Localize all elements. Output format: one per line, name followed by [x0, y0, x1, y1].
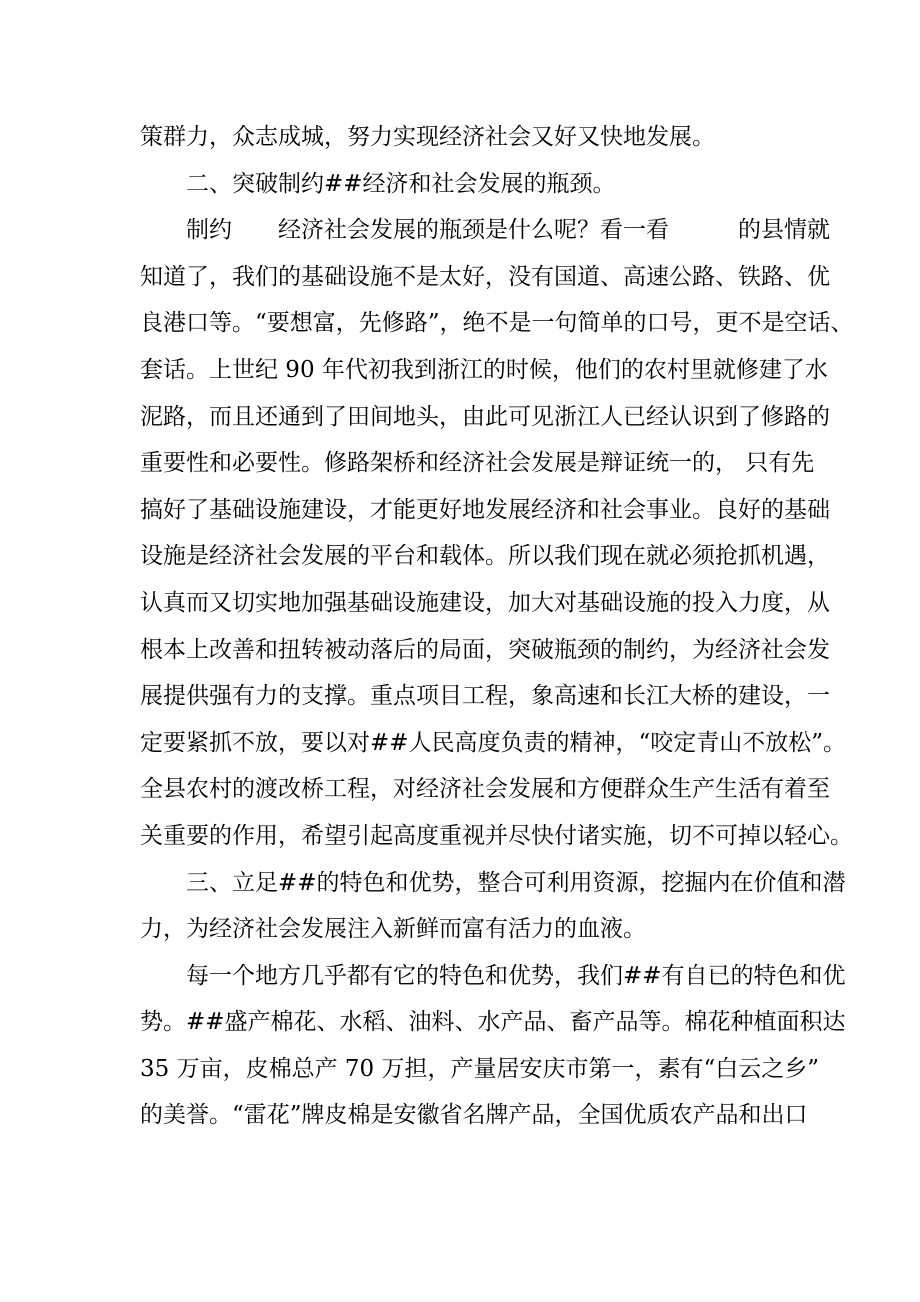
text-line: 势。##盛产棉花、水稻、油料、水产品、畜产品等。棉花种植面积达	[140, 1009, 846, 1036]
text-line: 定要紧抓不放，要以对##人民高度负责的精神，“咬定青山不放松”。	[140, 729, 847, 756]
text-line: 三、立足##的特色和优势，整合可利用资源，挖掘内在价值和潜	[186, 869, 846, 896]
text-line: 力，为经济社会发展注入新鲜而富有活力的血液。	[140, 916, 646, 943]
document-body	[140, 114, 854, 1139]
text-line: 二、突破制约##经济和社会发展的瓶颈。	[186, 170, 616, 197]
text-line: 根本上改善和扭转被动落后的局面，突破瓶颈的制约，为经济社会发	[140, 636, 830, 663]
text-line: 泥路，而且还通到了田间地头，由此可见浙江人已经认识到了修路的	[140, 403, 830, 430]
text-line: 策群力，众志成城，努力实现经济社会又好又快地发展。	[140, 124, 715, 150]
text-line: 的美誉。“雷花”牌皮棉是安徽省名牌产品，全国优质农产品和出口	[140, 1102, 808, 1129]
text-line: 关重要的作用，希望引起高度重视并尽快付诸实施，切不可掉以轻心。	[140, 822, 853, 849]
text-line: 设施是经济社会发展的平台和载体。所以我们现在就必须抢抓机遇，	[140, 543, 830, 570]
text-line: 重要性和必要性。修路架桥和经济社会发展是辩证统一的， 只有先	[140, 450, 815, 477]
text-line: 全县农村的渡改桥工程，对经济社会发展和方便群众生产生活有着至	[140, 776, 830, 803]
text-line: 搞好了基础设施建设，才能更好地发展经济和社会事业。良好的基础	[140, 496, 830, 523]
text-line: 制约 经济社会发展的瓶颈是什么呢？看一看 的县情就	[186, 217, 830, 244]
text-line: 35 万亩，皮棉总产 70 万担，产量居安庆市第一，素有“白云之乡”	[140, 1055, 819, 1082]
text-line: 展提供强有力的支撑。重点项目工程，象高速和长江大桥的建设，一	[140, 683, 830, 710]
text-line: 套话。上世纪 90 年代初我到浙江的时候，他们的农村里就修建了水	[140, 356, 828, 383]
text-line: 良港口等。“要想富，先修路”，绝不是一句简单的口号，更不是空话、	[140, 310, 854, 337]
text-line: 每一个地方几乎都有它的特色和优势，我们##有自已的特色和优	[186, 962, 846, 989]
text-line: 认真而又切实地加强基础设施建设，加大对基础设施的投入力度，从	[140, 589, 830, 616]
text-line: 知道了，我们的基础设施不是太好，没有国道、高速公路、铁路、优	[140, 263, 830, 290]
